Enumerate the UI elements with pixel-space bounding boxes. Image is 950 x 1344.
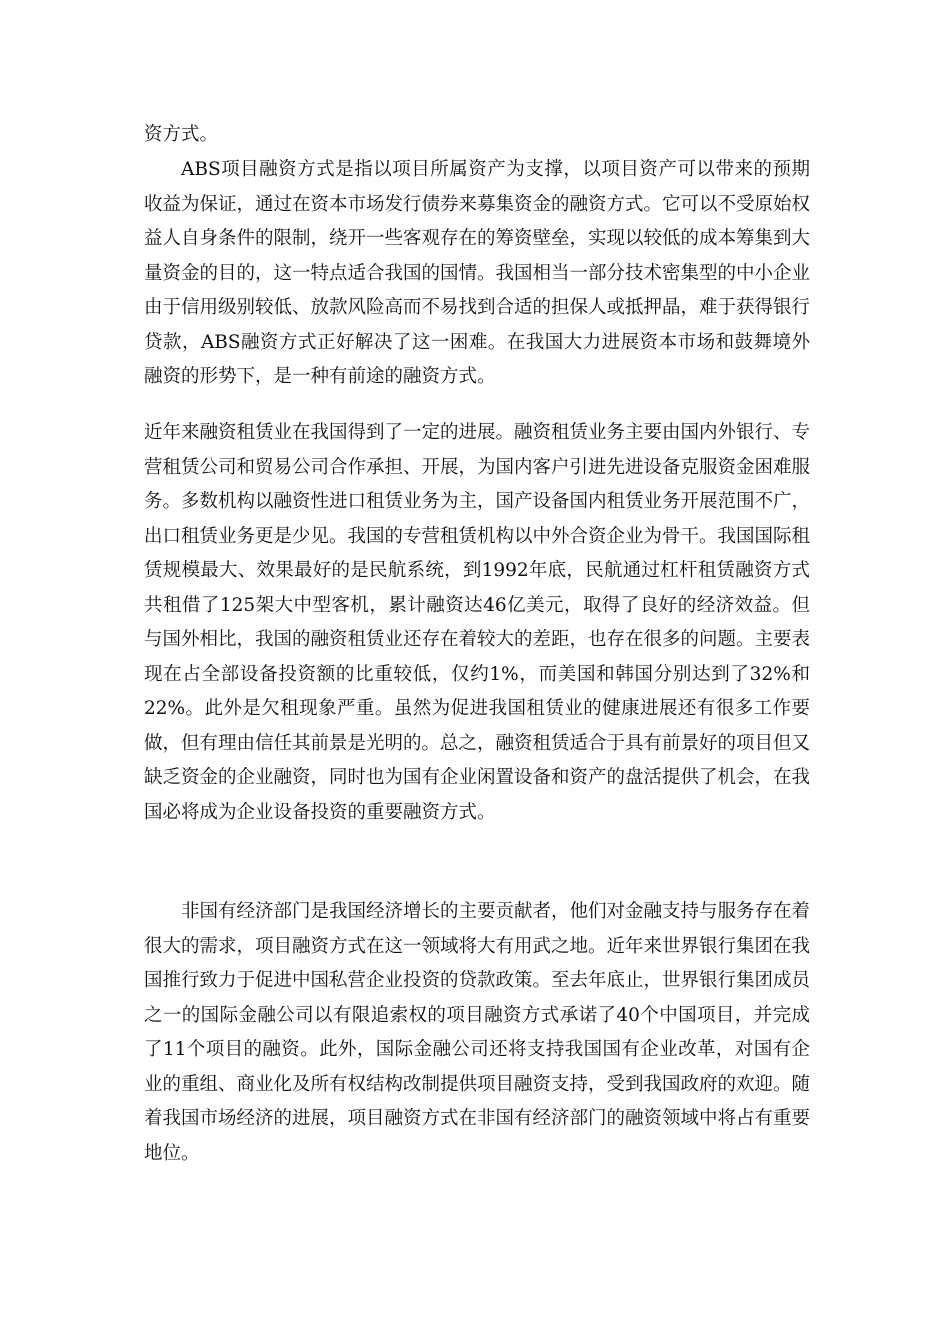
paragraph-abs-financing: ABS项目融资方式是指以项目所属资产为支撑，以项目资产可以带来的预期收益为保证，通过在资本市场发行债券来募集资金的融资方式。它可以不受原始权益人自身条件的限制，绕开一些客观存在的筹资壁垒，实现以较低的成本筹集到大量资金的目的，这一特点适合我国的国情。我国相当一部分技术密集型的中小企业由于信用级别较低、放款风险高而不易找到合适的担保人或抵押晶，难于获得银行贷款，ABS融资方式正好解决了这一困难。在我国大力进展资本市场和鼓舞境外融资的形势下，是一种有前途的融资方式。	[144, 159, 811, 387]
paragraph-financial-leasing: 近年来融资租赁业在我国得到了一定的进展。融资租赁业务主要由国内外银行、专营租赁公司和贸易公司合作承担、开展，为国内客户引进先进设备克服资金困难服务。多数机构以融资性进口租赁业务为主，国产设备国内租赁业务开展范围不广，出口租赁业务更是少见。我国的专营租赁机构以中外合资企业为骨干。我国国际租赁规模最大、效果最好的是民航系统，到1992年底，民航通过杠杆租赁融资方式共租借了125架大中型客机，累计融资达46亿美元，取得了良好的经济效益。但与国外相比，我国的融资租赁业还存在着较大的差距，也存在很多的问题。主要表现在占全部设备投资额的比重较低，仅约1%，而美国和韩国分别达到了32%和22%。此外是欠租现象严重。虽然为促进我国租赁业的健康进展还有很多工作要做，但有理由信任其前景是光明的。总之，融资租赁适合于具有前景好的项目但又缺乏资金的企业融资，同时也为国有企业闲置设备和资产的盘活提供了机会，在我国必将成为企业设备投资的重要融资方式。	[144, 422, 811, 823]
paragraph-continuation: 资方式。	[144, 124, 219, 145]
paragraph-non-state-sector: 非国有经济部门是我国经济增长的主要贡献者，他们对金融支持与服务存在着很大的需求，项目融资方式在这一领域将大有用武之地。近年来世界银行集团在我国推行致力于促进中国私营企业投资的贷款政策。至去年底止，世界银行集团成员之一的国际金融公司以有限追索权的项目融资方式承诺了40个中国项目，并完成了11个项目的融资。此外，国际金融公司还将支持我国国有企业改革，对国有企业的重组、商业化及所有权结构改制提供项目融资支持，受到我国政府的欢迎。随着我国市场经济的进展，项目融资方式在非国有经济部门的融资领域中将占有重要地位。	[144, 901, 811, 1164]
